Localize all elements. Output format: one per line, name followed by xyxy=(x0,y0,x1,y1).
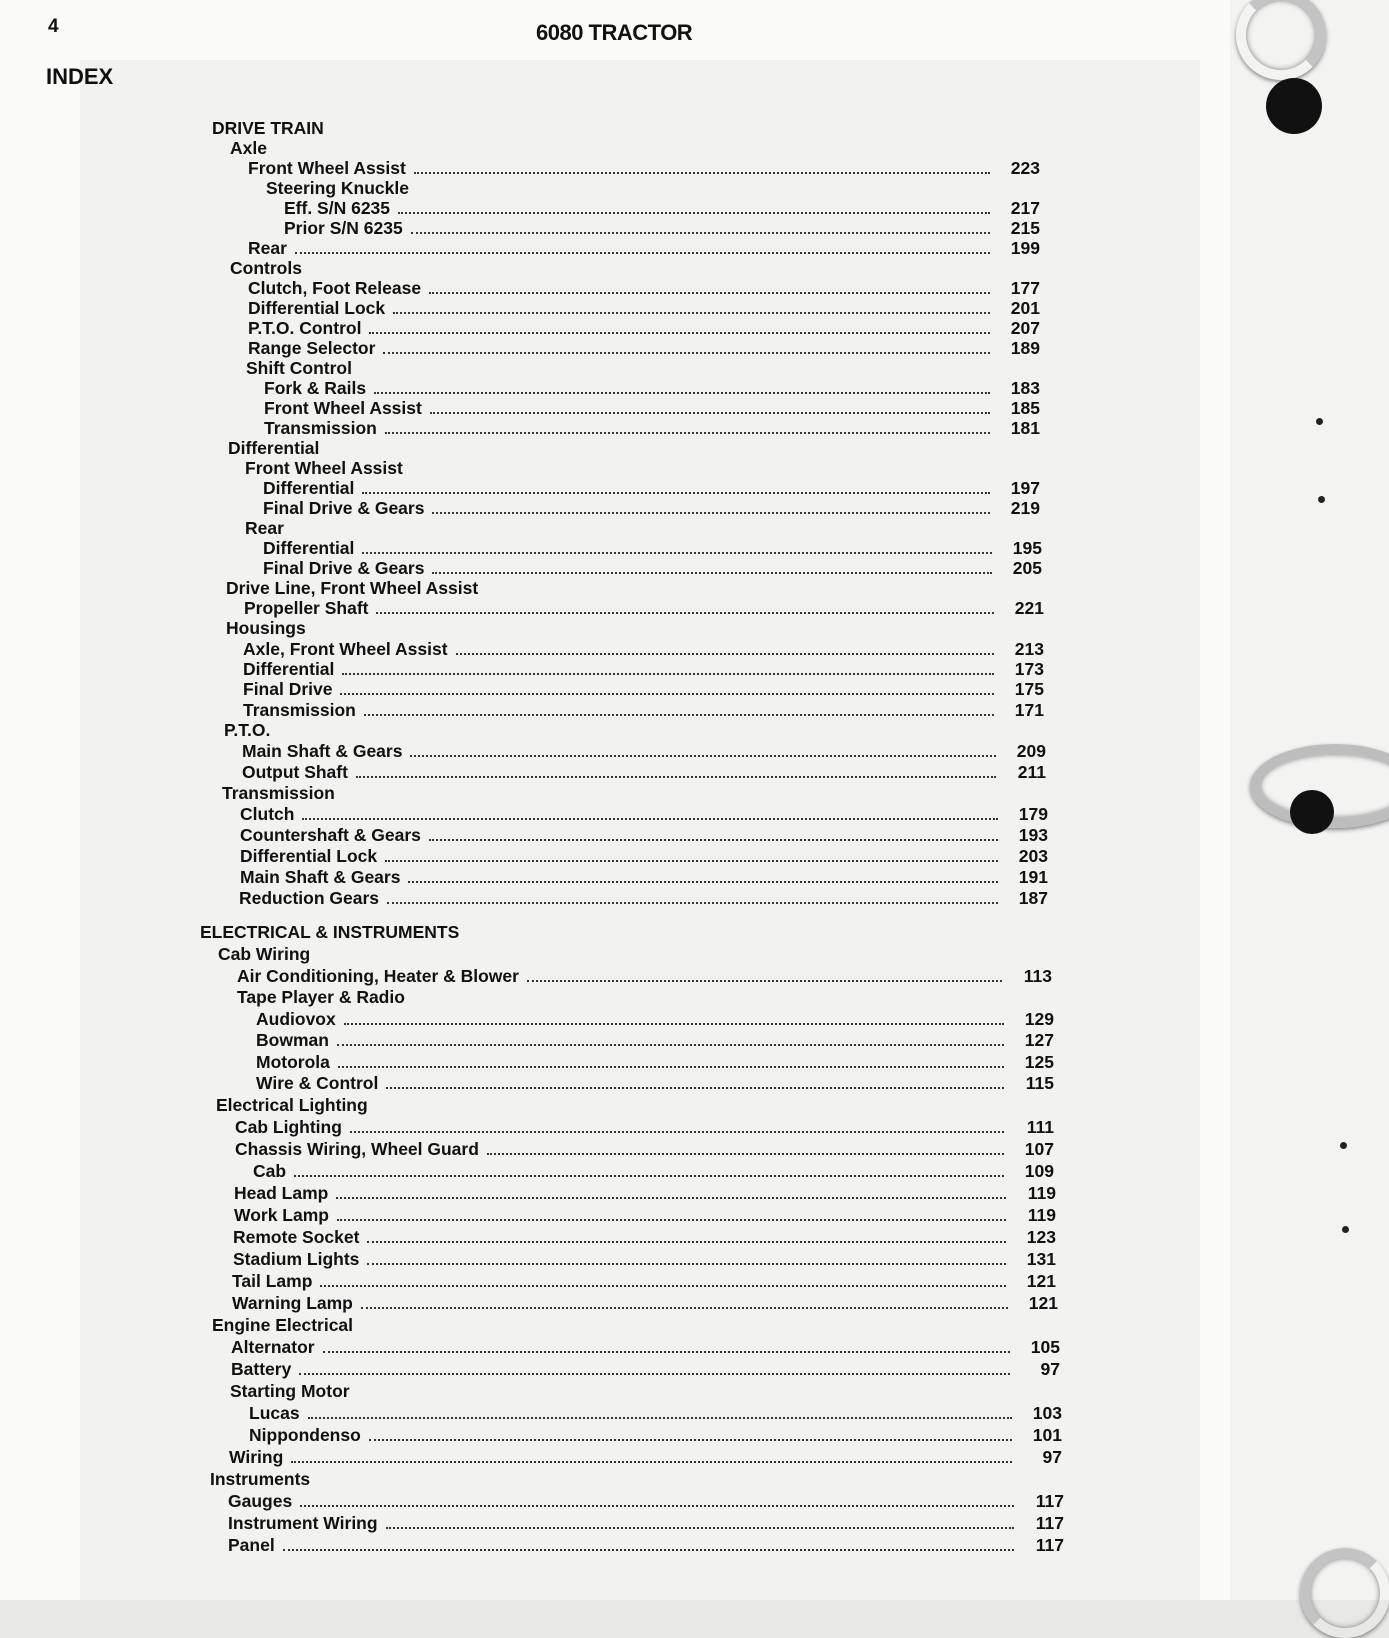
index-entry-label: Work Lamp xyxy=(234,1205,329,1225)
index-entry xyxy=(235,1117,1054,1137)
index-entry xyxy=(240,825,1048,845)
index-entry xyxy=(240,804,1048,824)
index-entry xyxy=(243,639,1044,659)
index-entry xyxy=(200,922,1048,942)
index-entry xyxy=(216,1095,1054,1115)
index-entry-label: DRIVE TRAIN xyxy=(212,118,324,138)
dot-leader xyxy=(411,228,990,234)
index-entry-label: Cab xyxy=(253,1161,287,1181)
index-entry-label: Motorola xyxy=(256,1052,330,1072)
index-entry xyxy=(263,498,1040,518)
index-entry xyxy=(248,338,1040,358)
index-entry-label: Differential xyxy=(243,659,335,679)
index-entry-page: 171 xyxy=(1014,700,1044,720)
index-entry xyxy=(233,1249,1056,1269)
dust-speck xyxy=(1340,1142,1347,1149)
index-entry-label: Housings xyxy=(226,618,306,638)
index-entry-label: Eff. S/N 6235 xyxy=(284,198,391,218)
dot-leader xyxy=(456,649,994,655)
index-entry xyxy=(226,618,1044,638)
index-entry-page: 121 xyxy=(1026,1271,1056,1291)
dot-leader xyxy=(300,1501,1014,1507)
index-entry xyxy=(232,1271,1056,1291)
index-entry-label: Controls xyxy=(230,258,302,278)
dot-leader xyxy=(386,1083,1004,1089)
index-entry xyxy=(242,741,1046,761)
index-entry-label: Rear xyxy=(245,518,284,538)
index-entry-label: Remote Socket xyxy=(233,1227,360,1247)
dot-leader xyxy=(432,508,990,514)
index-entry xyxy=(284,198,1040,218)
dot-leader xyxy=(386,1523,1014,1529)
punch-hole-top-icon xyxy=(1266,78,1322,134)
index-entry-label: Electrical Lighting xyxy=(216,1095,368,1115)
index-entry-page: 179 xyxy=(1018,804,1048,824)
dot-leader xyxy=(398,208,990,214)
index-entry xyxy=(248,158,1040,178)
index-entry-page: 127 xyxy=(1024,1030,1054,1050)
index-entry-label: Fork & Rails xyxy=(264,378,367,398)
page-number: 4 xyxy=(48,16,59,37)
document-title: 6080 TRACTOR xyxy=(536,20,693,45)
index-entry-label: Rear xyxy=(248,238,287,258)
index-entry xyxy=(230,1381,1060,1401)
index-entry-label: Chassis Wiring, Wheel Guard xyxy=(235,1139,479,1159)
index-entry-page: 215 xyxy=(1010,218,1040,238)
index-entry-label: Differential xyxy=(228,438,320,458)
index-entry-page: 119 xyxy=(1027,1183,1056,1203)
index-entry-label: Wiring xyxy=(229,1447,284,1467)
dot-leader xyxy=(527,976,1002,982)
dot-leader xyxy=(295,248,990,254)
dot-leader xyxy=(340,689,994,695)
index-entry-page: 119 xyxy=(1027,1205,1056,1225)
index-entry-page: 187 xyxy=(1018,888,1048,908)
index-entry-page: 221 xyxy=(1014,598,1044,618)
index-entry-label: Prior S/N 6235 xyxy=(284,218,403,238)
index-entry xyxy=(228,1491,1064,1511)
index-entry-label: Battery xyxy=(231,1359,292,1379)
dot-leader xyxy=(414,168,990,174)
index-entry xyxy=(232,1293,1058,1313)
index-entry-label: Differential xyxy=(263,478,355,498)
index-entry-page: 173 xyxy=(1014,659,1044,679)
index-entry xyxy=(248,318,1040,338)
index-entry-label: Steering Knuckle xyxy=(266,178,409,198)
dot-leader xyxy=(344,1019,1004,1025)
index-entry-page: 181 xyxy=(1010,418,1040,438)
index-entry-label: Stadium Lights xyxy=(233,1249,360,1269)
dot-leader xyxy=(430,408,990,414)
index-entry-page: 125 xyxy=(1024,1052,1054,1072)
index-entry-label: Audiovox xyxy=(256,1009,336,1029)
index-entry-label: P.T.O. xyxy=(224,720,271,740)
index-entry-label: Engine Electrical xyxy=(212,1315,354,1335)
dot-leader xyxy=(364,710,994,716)
index-entry xyxy=(263,538,1042,558)
dot-leader xyxy=(385,856,998,862)
index-entry-page: 109 xyxy=(1024,1161,1054,1181)
index-entry-page: 113 xyxy=(1023,966,1052,986)
index-entry xyxy=(212,118,1040,138)
index-entry-label: Clutch xyxy=(240,804,295,824)
index-entry xyxy=(240,846,1048,866)
dot-leader xyxy=(369,328,990,334)
index-entry xyxy=(264,418,1040,438)
dot-leader xyxy=(342,669,994,675)
index-entry xyxy=(243,659,1044,679)
index-entry-page: 195 xyxy=(1012,538,1042,558)
dot-leader xyxy=(323,1347,1010,1353)
index-entry-page: 103 xyxy=(1032,1403,1062,1423)
index-entry xyxy=(256,1073,1054,1093)
index-entry-page: 213 xyxy=(1014,639,1044,659)
index-entry xyxy=(256,1052,1054,1072)
index-entry-page: 197 xyxy=(1010,478,1040,498)
index-entry-page: 115 xyxy=(1025,1073,1054,1093)
index-entry-label: Output Shaft xyxy=(242,762,348,782)
index-entry-label: Nippondenso xyxy=(249,1425,361,1445)
dot-leader xyxy=(362,488,990,494)
index-entry xyxy=(212,1315,1058,1335)
index-entry-label: Alternator xyxy=(231,1337,315,1357)
index-entry-label: Bowman xyxy=(256,1030,329,1050)
dot-leader xyxy=(356,772,996,778)
index-entry-page: 177 xyxy=(1010,278,1040,298)
index-entry-page: 219 xyxy=(1010,498,1040,518)
dot-leader xyxy=(336,1193,1006,1199)
dot-leader xyxy=(299,1369,1010,1375)
index-entry xyxy=(230,138,1040,158)
dot-leader xyxy=(432,568,992,574)
index-entry-page: 131 xyxy=(1026,1249,1056,1269)
index-entry-label: Range Selector xyxy=(248,338,376,358)
index-entry xyxy=(222,783,1046,803)
index-entry-label: Instruments xyxy=(210,1469,311,1489)
index-entry-label: Axle xyxy=(230,138,267,158)
index-entry-label: Front Wheel Assist xyxy=(264,398,422,418)
index-entry-page: 129 xyxy=(1024,1009,1054,1029)
index-entry-page: 189 xyxy=(1010,338,1040,358)
index-entry xyxy=(263,558,1042,578)
index-entry-page: 211 xyxy=(1017,762,1046,782)
index-entry-page: 117 xyxy=(1035,1535,1064,1555)
index-entry-label: Tape Player & Radio xyxy=(237,987,405,1007)
index-entry xyxy=(210,1469,1062,1489)
index-entry-label: Front Wheel Assist xyxy=(248,158,406,178)
index-entry-label: Starting Motor xyxy=(230,1381,350,1401)
index-entry xyxy=(233,1227,1056,1247)
index-entry-label: Air Conditioning, Heater & Blower xyxy=(237,966,519,986)
dot-leader xyxy=(429,288,990,294)
index-entry xyxy=(228,1535,1064,1555)
index-entry-label: Reduction Gears xyxy=(239,888,380,908)
index-entry-label: Differential Lock xyxy=(248,298,386,318)
index-entry xyxy=(244,598,1044,618)
index-entry-label: Gauges xyxy=(228,1491,293,1511)
dot-leader xyxy=(361,1303,1008,1309)
index-entry-label: Countershaft & Gears xyxy=(240,825,421,845)
index-entry xyxy=(243,679,1044,699)
index-entry-label: Propeller Shaft xyxy=(244,598,369,618)
dot-leader xyxy=(487,1149,1004,1155)
index-entry-page: 203 xyxy=(1018,846,1048,866)
index-entry-label: ELECTRICAL & INSTRUMENTS xyxy=(200,922,460,942)
dot-leader xyxy=(294,1171,1004,1177)
index-entry-page: 205 xyxy=(1012,558,1042,578)
index-entry-page: 209 xyxy=(1016,741,1046,761)
index-entry-page: 123 xyxy=(1026,1227,1056,1247)
index-entry xyxy=(256,1030,1054,1050)
index-entry xyxy=(266,178,1040,198)
dust-speck xyxy=(1318,496,1325,503)
index-entry xyxy=(249,1425,1062,1445)
index-entry xyxy=(239,888,1048,908)
dot-leader xyxy=(385,428,990,434)
index-entry-label: Warning Lamp xyxy=(232,1293,353,1313)
dot-leader xyxy=(337,1040,1004,1046)
punch-hole-middle-icon xyxy=(1290,790,1334,834)
index-entry xyxy=(230,258,1040,278)
index-entry xyxy=(226,578,1042,598)
index-entry-page: 207 xyxy=(1010,318,1040,338)
index-entry xyxy=(243,700,1044,720)
index-entry-label: Instrument Wiring xyxy=(228,1513,378,1533)
dot-leader xyxy=(429,835,998,841)
dust-speck xyxy=(1316,418,1323,425)
index-entry xyxy=(263,478,1040,498)
dot-leader xyxy=(320,1281,1006,1287)
index-entry-page: 117 xyxy=(1035,1491,1064,1511)
dot-leader xyxy=(283,1545,1014,1551)
index-entry-page: 183 xyxy=(1010,378,1040,398)
dot-leader xyxy=(338,1062,1004,1068)
dot-leader xyxy=(383,348,990,354)
dot-leader xyxy=(393,308,990,314)
index-entry-label: Panel xyxy=(228,1535,275,1555)
index-entry-label: Clutch, Foot Release xyxy=(248,278,422,298)
index-entry xyxy=(231,1359,1060,1379)
index-entry-label: Lucas xyxy=(249,1403,300,1423)
index-entry-page: 201 xyxy=(1010,298,1040,318)
index-entry-label: Axle, Front Wheel Assist xyxy=(243,639,448,659)
dot-leader xyxy=(374,388,990,394)
index-entry-label: Transmission xyxy=(243,700,356,720)
index-entry xyxy=(235,1139,1054,1159)
index-entry-label: Differential xyxy=(263,538,355,558)
index-entry-page: 185 xyxy=(1010,398,1040,418)
index-entry-label: Cab Wiring xyxy=(218,944,311,964)
index-entry xyxy=(237,987,1052,1007)
index-entry-page: 191 xyxy=(1018,867,1048,887)
index-entry-page: 107 xyxy=(1024,1139,1054,1159)
index-entry-label: Main Shaft & Gears xyxy=(240,867,401,887)
index-entry-page: 101 xyxy=(1032,1425,1062,1445)
index-entry xyxy=(228,1513,1064,1533)
index-entry-label: Final Drive & Gears xyxy=(263,558,425,578)
index-entry xyxy=(234,1205,1056,1225)
index-entry xyxy=(245,518,1040,538)
index-entry xyxy=(249,1403,1062,1423)
dot-leader xyxy=(367,1237,1006,1243)
index-entry-page: 193 xyxy=(1018,825,1048,845)
dot-leader xyxy=(410,751,996,757)
index-entry-page: 105 xyxy=(1030,1337,1060,1357)
index-entry xyxy=(224,720,1044,740)
index-entry-page: 117 xyxy=(1035,1513,1064,1533)
index-heading: INDEX xyxy=(46,64,114,89)
index-entry-page: 175 xyxy=(1014,679,1044,699)
dot-leader xyxy=(362,548,992,554)
index-entry xyxy=(246,358,1040,378)
index-entry xyxy=(248,298,1040,318)
index-entry-label: Head Lamp xyxy=(234,1183,329,1203)
index-entry-page: 97 xyxy=(1040,1359,1060,1379)
dot-leader xyxy=(387,898,998,904)
index-entry xyxy=(234,1183,1056,1203)
index-entry xyxy=(264,398,1040,418)
index-entry-label: Front Wheel Assist xyxy=(245,458,403,478)
dot-leader xyxy=(308,1413,1012,1419)
index-entry-label: Wire & Control xyxy=(256,1073,379,1093)
index-entry-label: Transmission xyxy=(222,783,335,803)
index-entry-label: Final Drive & Gears xyxy=(263,498,425,518)
dot-leader xyxy=(350,1127,1004,1133)
index-entry xyxy=(248,278,1040,298)
dot-leader xyxy=(337,1215,1006,1221)
binder-ring-bottom-icon xyxy=(1300,1548,1389,1638)
index-entry xyxy=(228,438,1040,458)
index-entry xyxy=(264,378,1040,398)
index-entry-label: Cab Lighting xyxy=(235,1117,342,1137)
index-entry xyxy=(245,458,1040,478)
index-entry-label: Shift Control xyxy=(246,358,352,378)
index-entry-label: P.T.O. Control xyxy=(248,318,362,338)
index-entry-label: Final Drive xyxy=(243,679,333,699)
index-entry xyxy=(229,1447,1062,1467)
index-entry xyxy=(237,966,1052,986)
index-entry-label: Tail Lamp xyxy=(232,1271,313,1291)
index-entry-page: 199 xyxy=(1010,238,1040,258)
index-entry-page: 111 xyxy=(1026,1117,1054,1137)
dot-leader xyxy=(367,1259,1006,1265)
index-entry xyxy=(242,762,1046,782)
index-entry xyxy=(231,1337,1060,1357)
dust-speck xyxy=(1342,1226,1349,1233)
index-entry-page: 97 xyxy=(1042,1447,1062,1467)
index-entry xyxy=(253,1161,1054,1181)
dot-leader xyxy=(369,1435,1012,1441)
dot-leader xyxy=(291,1457,1012,1463)
index-entry xyxy=(248,238,1040,258)
index-entry-page: 217 xyxy=(1010,198,1040,218)
dot-leader xyxy=(302,814,998,820)
index-entry xyxy=(218,944,1050,964)
index-entry xyxy=(240,867,1048,887)
index-entry-label: Differential Lock xyxy=(240,846,378,866)
dot-leader xyxy=(408,877,998,883)
index-entry xyxy=(284,218,1040,238)
index-entry-label: Transmission xyxy=(264,418,377,438)
index-entry-page: 121 xyxy=(1028,1293,1058,1313)
index-entry-page: 223 xyxy=(1010,158,1040,178)
index-entry-label: Drive Line, Front Wheel Assist xyxy=(226,578,479,598)
index-entry xyxy=(256,1009,1054,1029)
dot-leader xyxy=(376,608,994,614)
index-entry-label: Main Shaft & Gears xyxy=(242,741,403,761)
